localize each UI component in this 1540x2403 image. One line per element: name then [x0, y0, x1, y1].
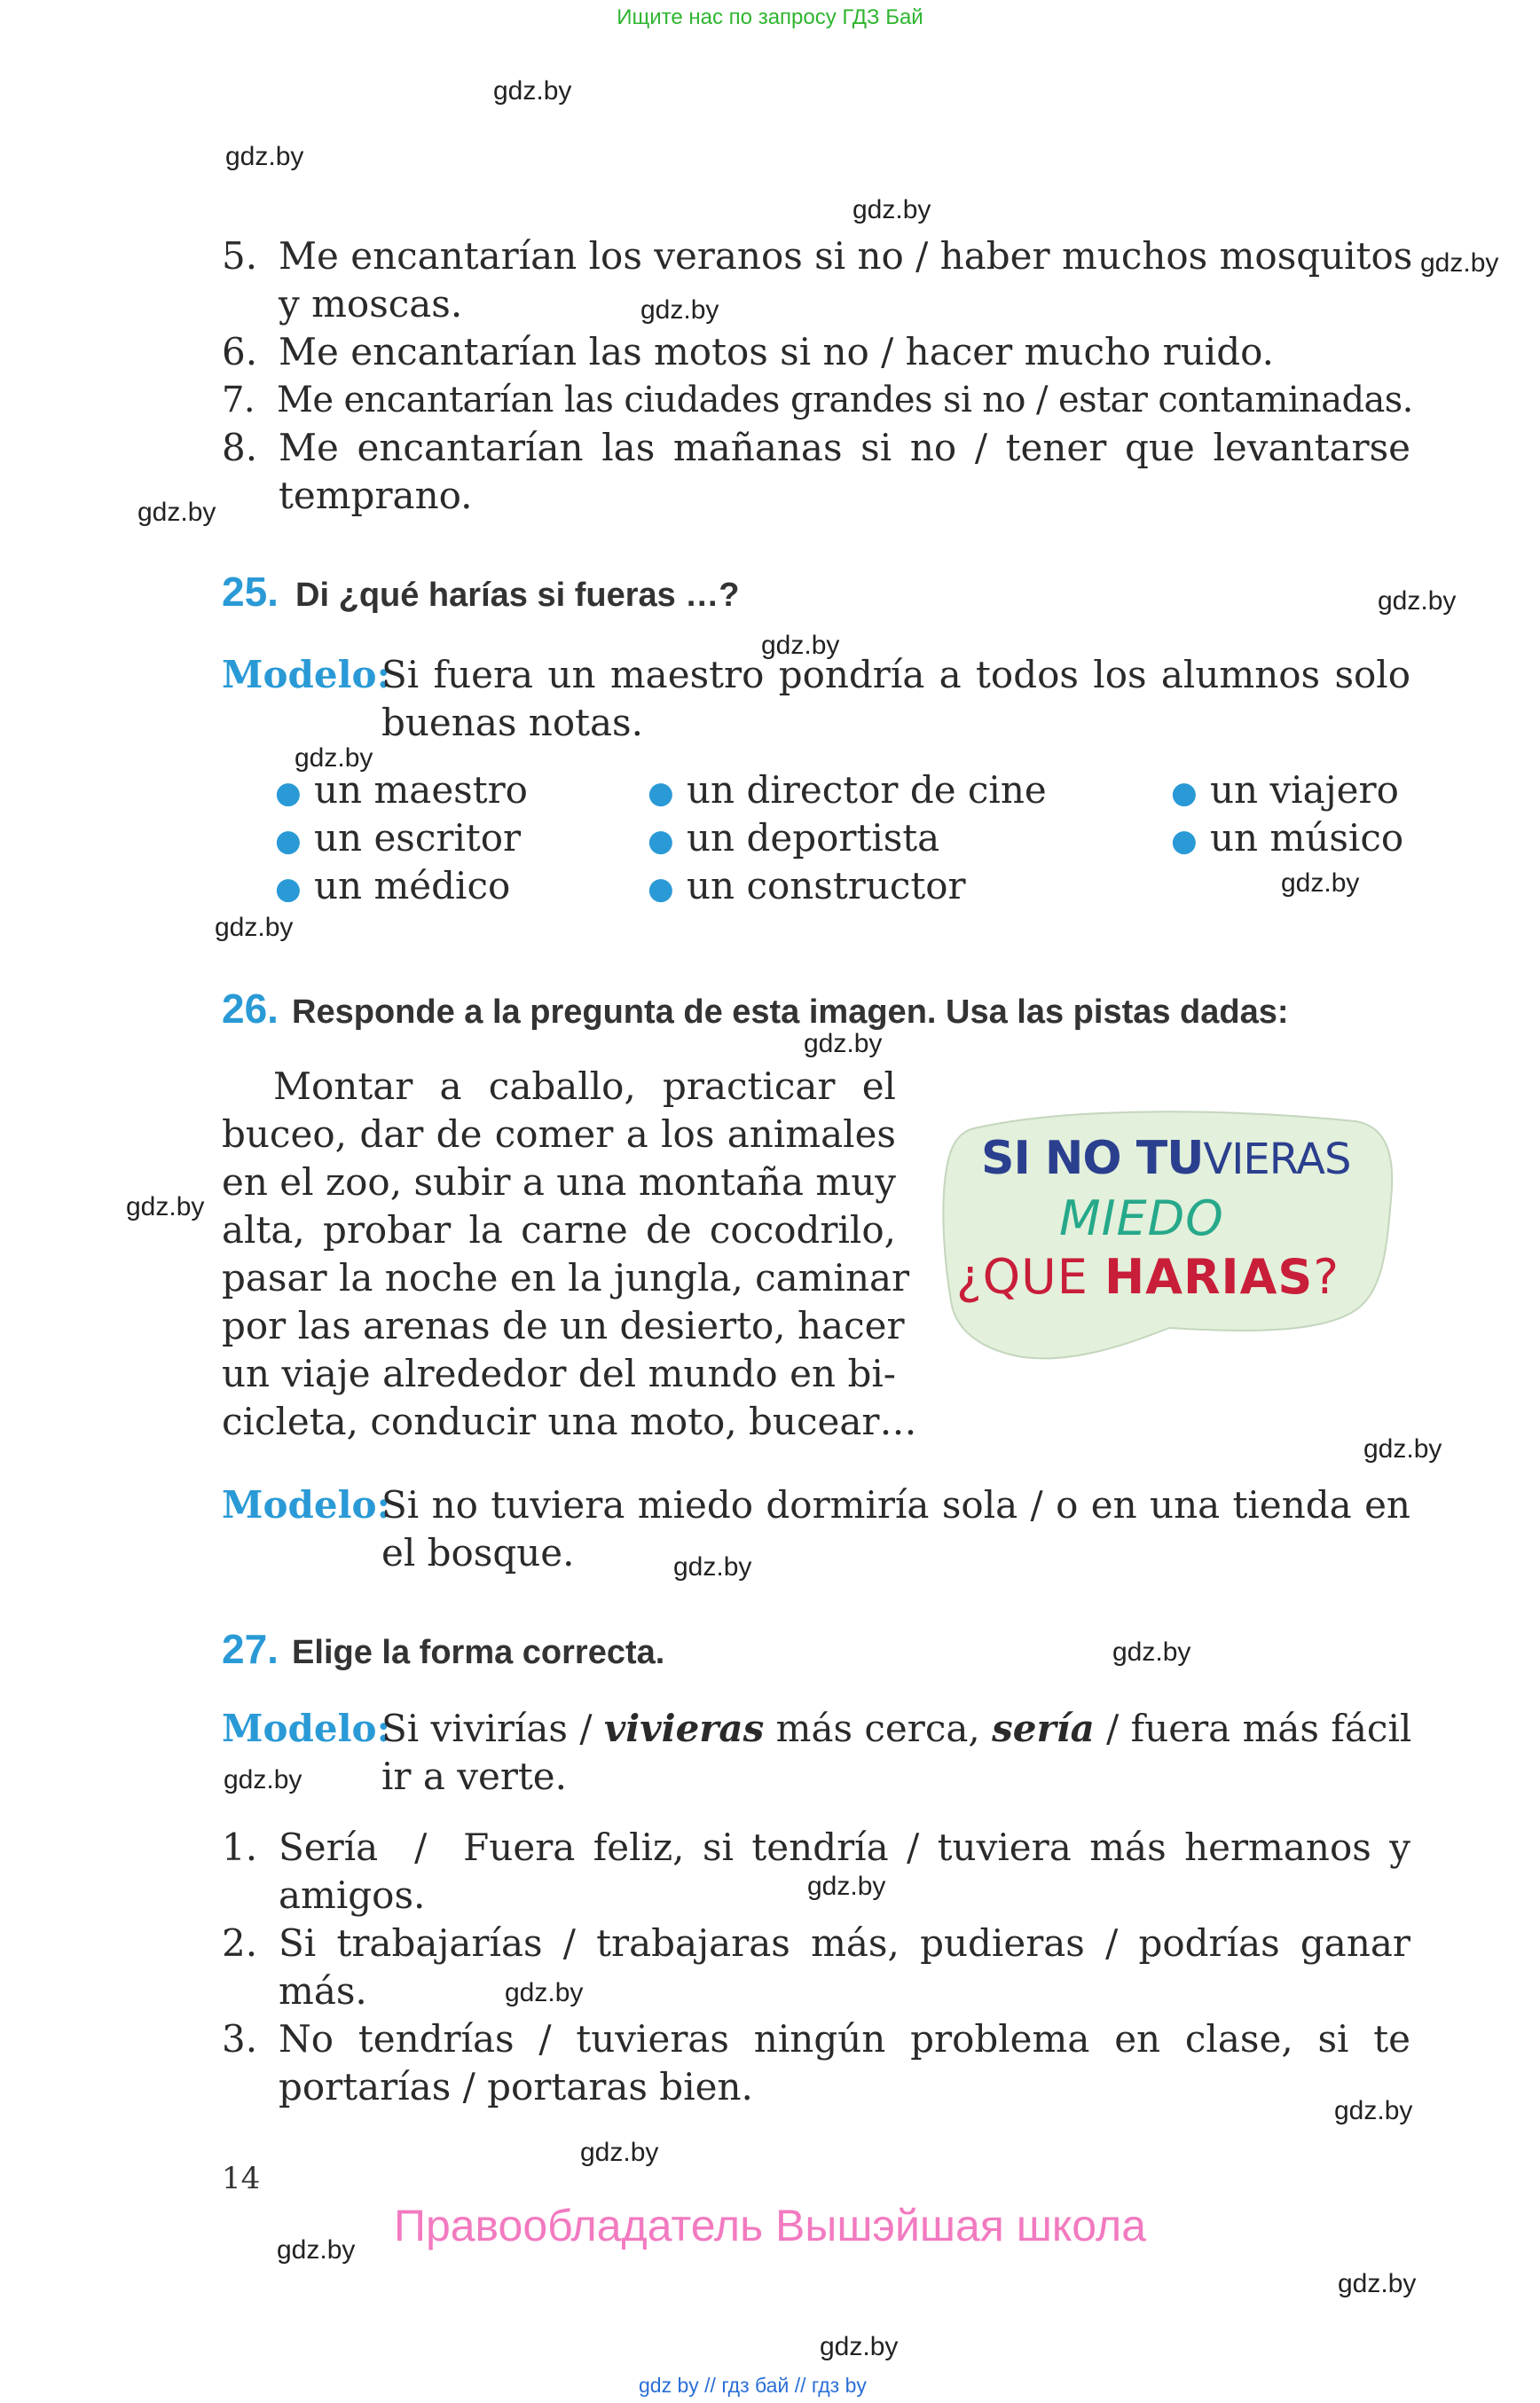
footer-links[interactable]: gdz by // гдз бай // гдз by	[639, 2374, 867, 2397]
modelo-block	[222, 1481, 1410, 1529]
bubble-word: VIERAS	[1203, 1135, 1351, 1184]
option-text: un escritor	[314, 816, 522, 860]
task-title: Responde a la pregunta de esta imagen. Usa las pistas dadas:	[292, 993, 1289, 1031]
item-text: y moscas.	[279, 282, 463, 326]
option-item	[648, 814, 939, 865]
page-number: 14	[222, 2161, 261, 2196]
speech-bubble-image	[939, 1102, 1400, 1368]
watermark: gdz.by	[852, 195, 931, 224]
watermark: gdz.by	[126, 1192, 205, 1221]
paragraph-line: por las arenas de un desierto, hacer	[222, 1304, 905, 1347]
bubble-word: SI NO TU	[981, 1132, 1204, 1185]
modelo-answer: vivieras	[603, 1707, 765, 1750]
item-number: 5.	[222, 234, 258, 278]
watermark: gdz.by	[673, 1552, 752, 1582]
watermark: gdz.by	[761, 631, 840, 660]
task-title: Elige la forma correcta.	[292, 1634, 665, 1671]
option-text: un maestro	[314, 768, 528, 812]
watermark: gdz.by	[1378, 586, 1457, 616]
option-item	[275, 766, 528, 817]
item-text: Me encantarían las mañanas si no / tener que levantarse	[279, 426, 1410, 469]
option-text: un médico	[314, 864, 511, 907]
watermark: gdz.by	[1363, 1434, 1442, 1464]
task-26-heading	[222, 985, 1289, 1033]
item-text: Me encantarían los veranos si no / haber muchos mosquitos	[279, 234, 1413, 278]
paragraph-line: alta, probar la carne de cocodrilo,	[222, 1208, 896, 1252]
watermark: gdz.by	[505, 1978, 584, 2007]
watermark: gdz.by	[1112, 1637, 1191, 1667]
modelo-text: ir a verte.	[381, 1755, 567, 1798]
item-number: 8.	[222, 426, 258, 469]
watermark: gdz.by	[820, 2332, 899, 2361]
modelo-block	[222, 1705, 1410, 1753]
task-number: 25.	[222, 569, 279, 615]
modelo-answer: sería	[992, 1707, 1095, 1750]
modelo-text: Si vivirías /	[381, 1707, 604, 1750]
bullet-icon: ●	[275, 775, 302, 811]
option-text: un músico	[1210, 816, 1404, 860]
list-item	[222, 376, 1413, 424]
paragraph-line: Montar a caballo, practicar el	[273, 1064, 896, 1108]
option-item	[1171, 814, 1403, 865]
item-text: portarías / portaras bien.	[279, 2065, 753, 2109]
item-text: amigos.	[279, 1873, 426, 1917]
modelo-text: más cerca,	[764, 1707, 993, 1750]
modelo-label: Modelo:	[222, 1707, 391, 1750]
option-item	[1171, 766, 1399, 817]
modelo-block	[222, 651, 1410, 699]
item-text: Me encantarían las ciudades grandes si no / estar contaminadas.	[277, 380, 1413, 420]
paragraph-line: pasar la noche en la jungla, caminar	[222, 1256, 910, 1300]
bullet-icon: ●	[275, 823, 302, 859]
task-title: Di ¿qué harías si fueras …?	[295, 577, 740, 614]
task-27-heading	[222, 1625, 664, 1673]
task-number: 26.	[222, 986, 279, 1032]
modelo-text: / fuera más fácil	[1094, 1707, 1412, 1750]
bubble-word: ¿QUE	[956, 1249, 1104, 1305]
item-number: 3.	[222, 2017, 258, 2061]
paragraph-line: buceo, dar de comer a los animales	[222, 1112, 896, 1156]
item-text: Me encantarían las motos si no / hacer mucho ruido.	[279, 330, 1275, 373]
bullet-icon: ●	[1171, 823, 1198, 859]
bullet-icon: ●	[275, 871, 302, 907]
list-item	[222, 1824, 1410, 1872]
watermark: gdz.by	[224, 1765, 302, 1794]
bullet-icon: ●	[648, 823, 674, 859]
paragraph-line: un viaje alrededor del mundo en bi-	[222, 1352, 896, 1395]
bullet-icon: ●	[1171, 775, 1198, 811]
modelo-label: Modelo:	[222, 653, 391, 696]
task-number: 27.	[222, 1626, 279, 1672]
list-item	[222, 328, 1274, 376]
paragraph-line: en el zoo, subir a una montaña muy	[222, 1160, 896, 1204]
modelo-label: Modelo:	[222, 1483, 391, 1527]
watermark: gdz.by	[1334, 2096, 1413, 2125]
bubble-word: MIEDO	[1059, 1190, 1224, 1246]
item-text: Si trabajarías / trabajaras más, pudieras / podrías ganar	[279, 1921, 1410, 1965]
bullet-icon: ●	[648, 775, 674, 811]
list-item	[222, 2015, 1410, 2063]
option-item	[648, 766, 1047, 817]
item-number: 2.	[222, 1921, 258, 1965]
item-number: 1.	[222, 1826, 258, 1869]
watermark: gdz.by	[138, 498, 216, 527]
list-item	[222, 1920, 1410, 1967]
item-text: Sería / Fuera feliz, si tendría / tuviera más hermanos y	[279, 1826, 1410, 1869]
item-text: No tendrías / tuvieras ningún problema en clase, si te	[279, 2017, 1410, 2061]
watermark: gdz.by	[215, 913, 294, 942]
copyright-notice: Правообладатель Вышэйшая школа	[394, 2201, 1146, 2250]
paragraph-line: cicleta, conducir una moto, bucear…	[222, 1400, 917, 1443]
watermark: gdz.by	[225, 142, 304, 171]
watermark: gdz.by	[1338, 2269, 1417, 2298]
option-text: un director de cine	[687, 768, 1047, 812]
option-text: un viajero	[1210, 768, 1399, 812]
bubble-word: HARIAS	[1104, 1249, 1314, 1305]
option-item	[648, 862, 966, 913]
modelo-text: Si fuera un maestro pondría a todos los alumnos solo	[381, 653, 1410, 696]
bubble-word: ?	[1313, 1249, 1340, 1305]
watermark: gdz.by	[804, 1029, 883, 1058]
option-text: un constructor	[687, 864, 966, 907]
modelo-text: Si no tuviera miedo dormiría sola / o en una tienda en	[381, 1483, 1410, 1527]
list-item	[222, 232, 1413, 280]
modelo-text: buenas notas.	[381, 701, 643, 744]
watermark: gdz.by	[277, 2235, 356, 2265]
watermark: gdz.by	[1420, 248, 1499, 278]
item-number: 7.	[222, 380, 255, 420]
watermark: gdz.by	[807, 1872, 886, 1901]
option-item	[275, 862, 510, 913]
list-item	[222, 424, 1410, 472]
bullet-icon: ●	[648, 871, 674, 907]
modelo-text: el bosque.	[381, 1531, 575, 1575]
option-text: un deportista	[687, 816, 940, 860]
item-text: más.	[279, 1969, 367, 2013]
top-banner[interactable]: Ищите нас по запросу ГДЗ Бай	[617, 5, 923, 29]
item-number: 6.	[222, 330, 258, 373]
watermark: gdz.by	[640, 295, 719, 325]
watermark: gdz.by	[493, 76, 572, 106]
watermark: gdz.by	[580, 2138, 659, 2167]
watermark: gdz.by	[295, 743, 373, 773]
task-25-heading	[222, 568, 740, 616]
option-item	[275, 814, 521, 865]
watermark: gdz.by	[1281, 868, 1360, 898]
item-text: temprano.	[279, 474, 473, 517]
